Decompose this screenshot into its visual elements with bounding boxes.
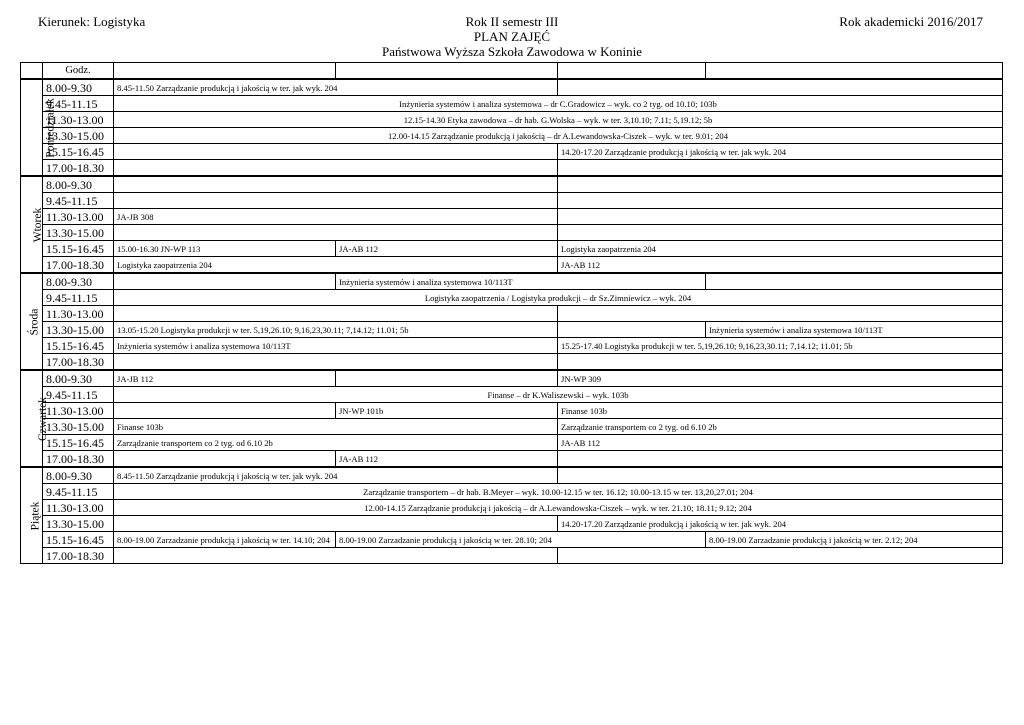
time-slot-row	[21, 435, 1003, 451]
class-cell: 12.00-14.15 Zarządzanie produkcją i jakością – dr A.Lewandowska-Ciszek – wyk. w ter. 9.01; 204	[114, 128, 1003, 144]
hour-cell: 13.30-15.00	[43, 225, 114, 241]
hour-cell: 9.45-11.15	[43, 96, 114, 112]
class-cell: JA-JB 112	[114, 370, 336, 387]
empty-cell	[114, 144, 558, 160]
time-slot-row	[21, 241, 1003, 257]
time-slot-row	[21, 96, 1003, 112]
hour-cell: 15.15-16.45	[43, 241, 114, 257]
empty-cell	[114, 306, 558, 322]
hour-cell: 8.00-9.30	[43, 176, 114, 193]
header-row	[21, 63, 1003, 80]
hour-cell: 17.00-18.30	[43, 257, 114, 274]
hour-cell: 8.00-9.30	[43, 467, 114, 484]
class-cell: Finanse 103b	[114, 419, 558, 435]
plan-title: PLAN ZAJĘĆ	[473, 29, 551, 44]
hour-cell: 8.00-9.30	[43, 273, 114, 290]
hour-cell: 11.30-13.00	[43, 500, 114, 516]
empty-cell	[558, 322, 706, 338]
hour-cell: 9.45-11.15	[43, 484, 114, 500]
class-cell: JN-WP 309	[558, 370, 1003, 387]
empty-cell	[114, 176, 558, 193]
academic-year: Rok akademicki 2016/2017	[839, 14, 983, 29]
class-cell: 15.25-17.40 Logistyka produkcji w ter. 5,19,26.10; 9,16,23,30.11; 7,14.12; 11.01; 5b	[558, 338, 1003, 354]
time-slot-row	[21, 532, 1003, 548]
time-slot-row	[21, 160, 1003, 177]
hour-cell: 17.00-18.30	[43, 548, 114, 564]
hour-cell: 13.30-15.00	[43, 516, 114, 532]
hour-cell: 8.00-9.30	[43, 370, 114, 387]
time-slot-row	[21, 354, 1003, 371]
empty-cell	[114, 516, 558, 532]
hour-cell: 11.30-13.00	[43, 403, 114, 419]
hour-cell: 9.45-11.15	[43, 387, 114, 403]
time-slot-row	[21, 338, 1003, 354]
time-slot-row	[21, 273, 1003, 290]
hour-cell: 17.00-18.30	[43, 451, 114, 468]
hour-cell: 15.15-16.45	[43, 435, 114, 451]
time-slot-row	[21, 516, 1003, 532]
class-cell: 15.00-16.30 JN-WP 113	[114, 241, 336, 257]
day-label-cell	[21, 79, 57, 176]
class-cell: JN-WP 101b	[336, 403, 558, 419]
group-header-cell	[558, 63, 706, 80]
hour-cell: 17.00-18.30	[43, 354, 114, 371]
empty-cell	[558, 176, 1003, 193]
day-label-cell	[21, 467, 43, 564]
class-cell: Zarządzanie transportem – dr hab. B.Meyer – wyk. 10.00-12.15 w ter. 16.12; 10.00-13.15 w ter. 13,20,27.01; 204	[114, 484, 1003, 500]
time-slot-row	[21, 176, 1003, 193]
hour-cell: 9.45-11.15	[43, 193, 114, 209]
class-cell: 8.00-19.00 Zarzadzanie produkcją i jakością w ter. 14.10; 204	[114, 532, 336, 548]
group-header-cell	[706, 63, 1003, 80]
hour-cell: 11.30-13.00	[43, 209, 114, 225]
hour-cell: 15.15-16.45	[43, 144, 114, 160]
class-cell: Inżynieria systemów i analiza systemowa 10/113T	[706, 322, 1003, 338]
hour-cell: 9.45-11.15	[43, 290, 114, 306]
class-cell: Zarządzanie transportem co 2 tyg. od 6.10 2b	[114, 435, 558, 451]
time-slot-row	[21, 403, 1003, 419]
school-name: Państwowa Wyższa Szkoła Zawodowa w Koninie	[382, 44, 642, 59]
time-slot-row	[21, 467, 1003, 484]
time-slot-row	[21, 548, 1003, 564]
day-name: Piątek	[29, 501, 42, 530]
time-slot-row	[21, 387, 1003, 403]
time-slot-row	[21, 79, 1003, 96]
empty-cell	[114, 160, 558, 177]
class-cell: Finanse – dr K.Waliszewski – wyk. 103b	[114, 387, 1003, 403]
class-cell: 12.00-14.15 Zarządzanie produkcją i jakością – dr A.Lewandowska-Ciszek – wyk. w ter. 21.10; 18.11; 9.12; 204	[114, 500, 1003, 516]
empty-cell	[558, 467, 1003, 484]
empty-cell	[558, 193, 1003, 209]
time-slot-row	[21, 290, 1003, 306]
empty-cell	[114, 273, 336, 290]
day-label-cell	[21, 273, 43, 370]
time-slot-row	[21, 500, 1003, 516]
day-name: Poniedziałek	[44, 97, 57, 158]
class-cell: JA-AB 112	[558, 435, 1003, 451]
day-label-cell	[21, 370, 50, 467]
group-header-cell	[336, 63, 558, 80]
corner-cell	[21, 63, 43, 80]
empty-cell	[558, 225, 1003, 241]
empty-cell	[706, 273, 1003, 290]
class-cell: Logistyka zaopatrzenia / Logistyka produkcji – dr Sz.Zimniewicz – wyk. 204	[114, 290, 1003, 306]
empty-cell	[558, 548, 1003, 564]
time-slot-row	[21, 484, 1003, 500]
class-cell: 8.45-11.50 Zarządzanie produkcją i jakością w ter. jak wyk. 204	[114, 79, 558, 96]
empty-cell	[558, 451, 1003, 468]
class-cell: JA-AB 112	[336, 241, 558, 257]
time-slot-row	[21, 193, 1003, 209]
empty-cell	[114, 193, 558, 209]
time-slot-row	[21, 225, 1003, 241]
time-slot-row	[21, 144, 1003, 160]
time-slot-row	[21, 257, 1003, 274]
hour-cell: 8.00-9.30	[43, 79, 114, 96]
hours-column-header: Godz.	[43, 63, 114, 80]
empty-cell	[114, 548, 558, 564]
empty-cell	[114, 225, 558, 241]
day-name: Wtorek	[32, 207, 45, 242]
class-cell: Inżynieria systemów i analiza systemowa – dr C.Gradowicz – wyk. co 2 tyg. od 10.10; 103b	[114, 96, 1003, 112]
class-cell: Finanse 103b	[558, 403, 1003, 419]
class-cell: 8.00-19.00 Zarzadzanie produkcją i jakością w ter. 28.10; 204	[336, 532, 706, 548]
class-cell: 14.20-17.20 Zarządzanie produkcją i jakością w ter. jak wyk. 204	[558, 516, 1003, 532]
hour-cell: 13.30-15.00	[43, 322, 114, 338]
empty-cell	[558, 306, 1003, 322]
class-cell: Logistyka zaopatrzenia 204	[558, 241, 1003, 257]
time-slot-row	[21, 419, 1003, 435]
class-cell: Inżynieria systemów i analiza systemowa 10/113T	[336, 273, 706, 290]
hour-cell: 15.15-16.45	[43, 532, 114, 548]
empty-cell	[114, 451, 336, 468]
class-cell: JA-AB 112	[336, 451, 558, 468]
day-name: Czwartek	[37, 396, 50, 441]
hour-cell: 15.15-16.45	[43, 338, 114, 354]
empty-cell	[558, 160, 1003, 177]
time-slot-row	[21, 128, 1003, 144]
empty-cell	[114, 403, 336, 419]
empty-cell	[558, 79, 1003, 96]
empty-cell	[558, 354, 1003, 371]
class-cell: JA-JB 308	[114, 209, 558, 225]
hour-cell: 13.30-15.00	[43, 128, 114, 144]
day-label-cell	[21, 176, 43, 273]
class-cell: 13.05-15.20 Logistyka produkcji w ter. 5,19,26.10; 9,16,23,30.11; 7,14.12; 11.01; 5b	[114, 322, 558, 338]
time-slot-row	[21, 112, 1003, 128]
class-cell: 8.45-11.50 Zarządzanie produkcją i jakością w ter. jak wyk. 204	[114, 467, 558, 484]
time-slot-row	[21, 370, 1003, 387]
class-cell: Inżynieria systemów i analiza systemowa 10/113T	[114, 338, 558, 354]
class-cell: JA-AB 112	[558, 257, 1003, 274]
hour-cell: 11.30-13.00	[43, 306, 114, 322]
empty-cell	[114, 354, 558, 371]
class-cell: Logistyka zaopatrzenia 204	[114, 257, 558, 274]
program-label: Kierunek: Logistyka	[38, 14, 146, 29]
hour-cell: 11.30-13.00	[43, 112, 114, 128]
group-header-cell	[114, 63, 336, 80]
class-cell: 14.20-17.20 Zarządzanie produkcją i jakością w ter. jak wyk. 204	[558, 144, 1003, 160]
time-slot-row	[21, 306, 1003, 322]
time-slot-row	[21, 451, 1003, 468]
empty-cell	[336, 370, 558, 387]
day-name: Środa	[28, 308, 41, 335]
class-cell: 12.15-14.30 Etyka zawodowa – dr hab. G.Wolska – wyk. w ter. 3,10.10; 7.11; 5,19.12; 5b	[114, 112, 1003, 128]
time-slot-row	[21, 322, 1003, 338]
year-semester: Rok II semestr III	[465, 14, 559, 29]
time-slot-row	[21, 209, 1003, 225]
class-cell: 8.00-19.00 Zarzadzanie produkcją i jakością w ter. 2.12; 204	[706, 532, 1003, 548]
empty-cell	[558, 209, 1003, 225]
class-cell: Zarządzanie transportem co 2 tyg. od 6.10 2b	[558, 419, 1003, 435]
hour-cell: 17.00-18.30	[43, 160, 114, 177]
hour-cell: 13.30-15.00	[43, 419, 114, 435]
schedule-table	[20, 62, 1003, 564]
